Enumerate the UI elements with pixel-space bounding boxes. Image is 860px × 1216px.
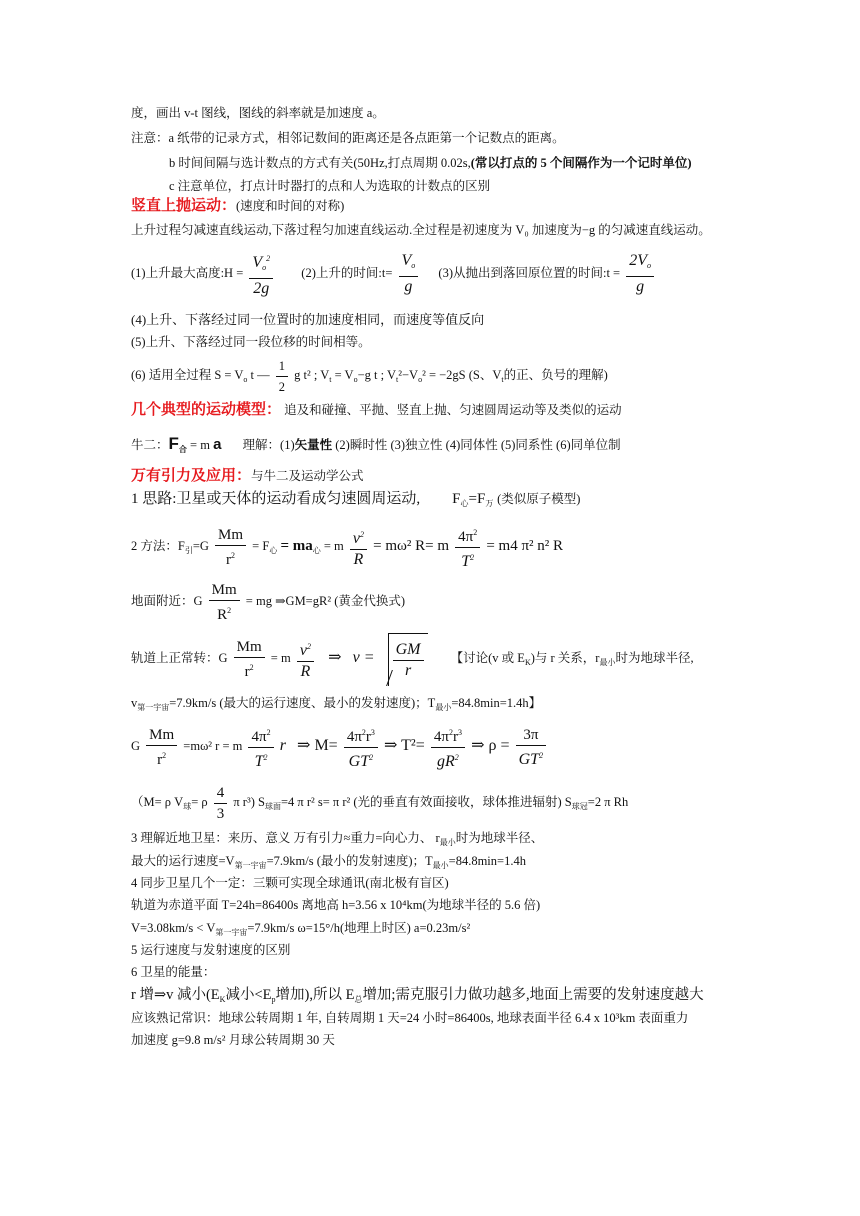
formula-line: 地面附近：G $\frac{Mm}{R^2}$ = mg ⇒GM=gR² (黄金代换式) — [131, 581, 406, 623]
text-line: 度，画出 v-t 图线，图线的斜率就是加速度 a。 — [131, 106, 385, 120]
text-line: 牛二：$F_合 = m$ a 理解：(1)矢量性 (2)瞬时性 (3)独立性 (4)同体性 (5)同系性 (6)同单位制 — [131, 434, 621, 454]
text-line: c 注意单位，打点计时器打的点和人为选取的计数点的区别 — [169, 179, 491, 193]
formula-line: G $\frac{Mm}{r^2}$ =mω² r = m $\frac{4\pi^2}{T^2}$ r ⇒ M= $\frac{4\pi^2r^3}{GT^2}$ ⇒ T²= $\frac{4\pi^2r^3}{gR^2}$ ⇒ ρ = $\frac{3\pi}{GT^2}$ — [131, 718, 549, 774]
formula-line: 轨道上正常转：G $\frac{Mm}{r^2}$ = m $\frac{v^2}{R}$ ⇒ v = $\frac{GM}{r}$ 【讨论(v 或 $E_K$)与 r 关系，$r_{最小}$时为地球半径, — [131, 632, 694, 689]
fraction: $\frac{2V_o}{g}$ — [626, 251, 654, 297]
section-heading: 万有引力及应用：与牛二及运动学公式 — [131, 468, 364, 484]
text-line: 6 卫星的能量： — [131, 965, 216, 979]
text-line: 最大的运行速度$=V_{第一宇宙}=7.9km/s$ (最小的发射速度)；$T_{最小}=84.8\min=1.4h$ — [131, 854, 526, 870]
text-line: $v_{第一宇宙}=7.9km/s$ (最大的运行速度、最小的发射速度)；$T_{最小}=84.8\min=1.4h$】 — [131, 696, 542, 712]
text-line: b 时间间隔与选计数点的方式有关(50Hz,打点周期 0.02s,(常以打点的 5 个间隔作为一个记时单位) — [169, 156, 692, 170]
text-line: 1 思路:卫星或天体的运动看成匀速圆周运动, $F_心=F_万$ (类似原子模型) — [131, 491, 581, 508]
text-line: r 增⇒v 减小($E_K$减小$<E_p$增加),所以 $E_总$增加;需克服引力做功越多,地面上需要的发射速度越大 — [131, 987, 704, 1004]
text-line: $V=3.08km/s < V_{第一宇宙}=7.9km/s$ ω=15°/h(地理上时区) a=0.23m/s² — [131, 921, 471, 937]
formula-line: 2 方法：$F_引=G$ $\frac{Mm}{r^2}$ = $F_心 = ma_心 = m$ $\frac{v^2}{R}$ = mω² R= m $\frac{4\pi^2}{T^2}$ = m4 π² n² R — [131, 520, 563, 577]
formula-line: (6) 适用全过程 $S = V_o$ t — $\frac{1}{2}$ g t² ; $V_t = V_o-g$ t ; $V_t^2-V_o^2 = -2gS$ (S、$V_t$的正、负号的理解) — [131, 352, 608, 403]
text-line: (4)上升、下落经过同一位置时的加速度相同，而速度等值反向 — [131, 312, 485, 327]
fraction: $\frac{V_o^2}{2g}$ — [249, 249, 273, 299]
text-line: 5 运行速度与发射速度的区别 — [131, 943, 291, 957]
text-line: 应该熟记常识：地球公转周期 1 年, 自转周期 1 天=24 小时=86400s, 地球表面半径 6.4 x 10³km 表面重力 — [131, 1011, 689, 1025]
text-line: 轨道为赤道平面 T=24h=86400s 离地高 h=3.56 x 10⁴km(为地球半径的 5.6 倍) — [131, 898, 541, 912]
text-line: 4 同步卫星几个一定：三颗可实现全球通讯(南北极有盲区) — [131, 876, 449, 890]
formula-line: （M= ρ $V_球= \rho$ $\frac{4}{3}$ π r³) $S_{球面}=4$ π r² s= π r² (光的垂直有效面接收，球体推进辐射) $S_{球冠}=2$ π Rh — [131, 784, 629, 822]
fraction: $\frac{V_o}{g}$ — [399, 251, 419, 297]
text-line: (5)上升、下落经过同一段位移的时间相等。 — [131, 335, 371, 349]
text-line: 加速度 g=9.8 m/s² 月球公转周期 30 天 — [131, 1033, 335, 1047]
text-line: 3 理解近地卫星：来历、意义 万有引力≈重力=向心力、 $r_{最小}$时为地球半径、 — [131, 831, 544, 847]
text-line: 上升过程匀减速直线运动,下落过程匀加速直线运动.全过程是初速度为 V₀ 加速度为−g 的匀减速直线运动。 — [131, 223, 711, 237]
section-heading: 竖直上抛运动：(速度和时间的对称) — [131, 198, 345, 214]
section-heading: 几个典型的运动模型： 追及和碰撞、平抛、竖直上抛、匀速圆周运动等及类似的运动 — [131, 402, 622, 418]
formula-line: (1)上升最大高度:H = $\frac{V_o^2}{2g}$ (2)上升的时间:t= $\frac{V_o}{g}$ (3)从抛出到落回原位置的时间:t = $\frac{2V_o}{g}$ — [131, 248, 657, 299]
text-line: 注意：a 纸带的记录方式，相邻记数间的距离还是各点距第一个记数点的距离。 — [131, 131, 565, 145]
